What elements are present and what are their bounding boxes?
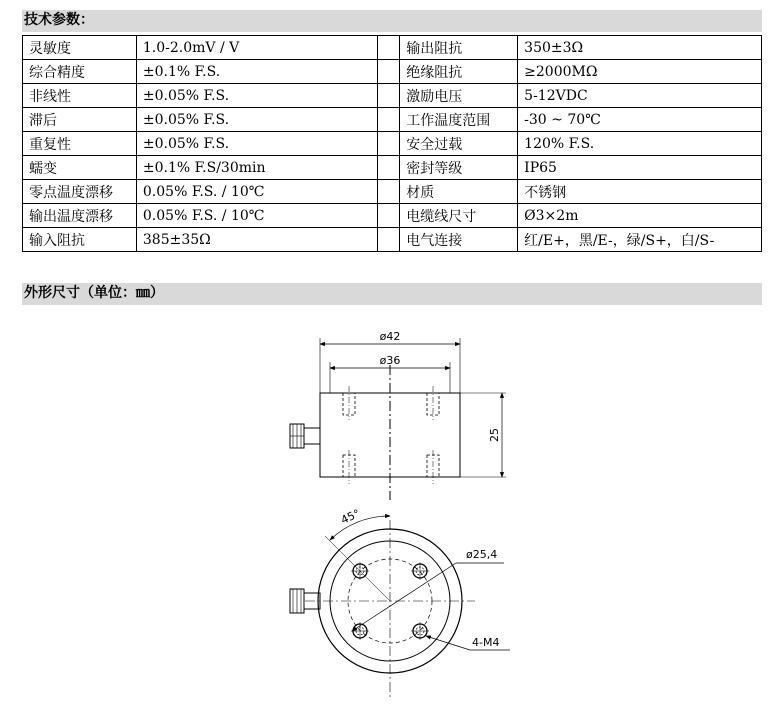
specs-section-title: 技术参数：	[22, 10, 762, 32]
spec-label-left: 非线性	[23, 84, 137, 108]
spec-label-left: 输出温度漂移	[23, 204, 137, 228]
side-view	[290, 330, 506, 500]
dim-inner-label: ø36	[379, 354, 401, 367]
dim-bolt-circle-label: ø25,4	[466, 548, 498, 561]
spec-value-right: ≥2000MΩ	[518, 60, 762, 84]
spec-label-left: 综合精度	[23, 60, 137, 84]
angle-arc	[330, 516, 390, 540]
cable-gland-side	[290, 424, 320, 448]
spec-label-right: 输出阻抗	[400, 36, 518, 60]
spec-value-left: ±0.05% F.S.	[136, 132, 378, 156]
dim-height-label: 25	[488, 428, 501, 442]
spec-label-right: 电缆线尺寸	[400, 204, 518, 228]
spec-label-left: 零点温度漂移	[23, 180, 137, 204]
angle-ref-line	[325, 536, 390, 601]
spec-label-left: 蠕变	[23, 156, 137, 180]
spec-label-right: 材质	[400, 180, 518, 204]
spec-value-right: 350±3Ω	[518, 36, 762, 60]
spec-value-left: 385±35Ω	[136, 228, 378, 252]
spec-label-right: 电气连接	[400, 228, 518, 252]
spec-label-right: 绝缘阻抗	[400, 60, 518, 84]
top-view	[290, 507, 510, 700]
side-holes	[343, 393, 439, 477]
spec-label-right: 密封等级	[400, 156, 518, 180]
spec-value-right: -30 ~ 70℃	[518, 108, 762, 132]
spec-value-right: 不锈钢	[518, 180, 762, 204]
spec-value-left: ±0.1% F.S/30min	[136, 156, 378, 180]
spec-value-right: 5-12VDC	[518, 84, 762, 108]
dim-holes-label: 4-M4	[472, 636, 500, 649]
dim-outer-label: ø42	[379, 330, 401, 343]
dim-angle-label: 45°	[338, 506, 363, 527]
spec-value-right: 红/E+，黑/E-，绿/S+，白/S-	[518, 228, 762, 252]
spec-value-right: Ø3×2m	[518, 204, 762, 228]
spec-value-left: ±0.1% F.S.	[136, 60, 378, 84]
spec-label-right: 激励电压	[400, 84, 518, 108]
dim-line-bolt-circle	[352, 563, 456, 631]
spec-value-right: 120% F.S.	[518, 132, 762, 156]
spec-value-left: ±0.05% F.S.	[136, 108, 378, 132]
spec-value-left: 0.05% F.S. / 10℃	[136, 204, 378, 228]
spec-label-left: 输入阻抗	[23, 228, 137, 252]
spec-label-right: 工作温度范围	[400, 108, 518, 132]
spec-label-left: 重复性	[23, 132, 137, 156]
dimensions-section-title: 外形尺寸（单位：㎜）	[22, 283, 762, 305]
spec-value-left: ±0.05% F.S.	[136, 84, 378, 108]
spec-value-left: 1.0-2.0mV / V	[136, 36, 378, 60]
spec-value-right: IP65	[518, 156, 762, 180]
spec-label-left: 滞后	[23, 108, 137, 132]
spec-label-right: 安全过载	[400, 132, 518, 156]
spec-value-left: 0.05% F.S. / 10℃	[136, 180, 378, 204]
spec-label-left: 灵敏度	[23, 36, 137, 60]
